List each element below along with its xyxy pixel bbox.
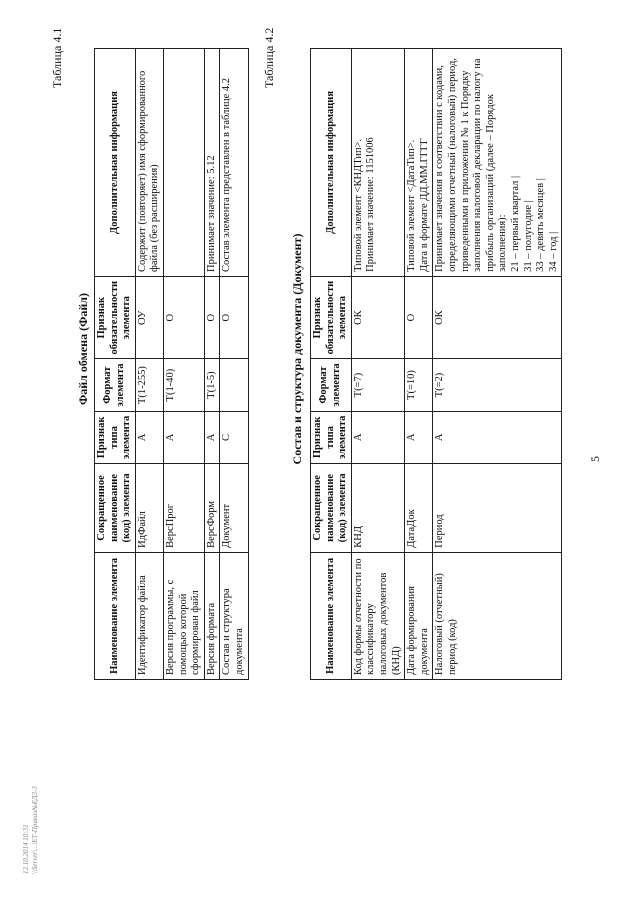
file-stamp [22, 786, 40, 874]
required-flag-cell: О [204, 276, 220, 359]
element-code-cell: КНД [351, 463, 404, 552]
required-flag-cell: О [405, 276, 433, 359]
required-flag-cell: О [220, 276, 248, 359]
element-format-cell: T(1-255) [135, 359, 163, 411]
column-header: Признак обязательности элемента [311, 276, 352, 359]
column-header: Формат элемента [311, 359, 352, 411]
element-name-cell: Код формы отчетности по классификатору налоговых документов (КНД) [351, 552, 404, 679]
element-name-cell: Состав и структура документа [220, 552, 248, 679]
column-header: Признак типа элемента [311, 411, 352, 463]
additional-info-cell: Состав элемента представлен в таблице 4.2 [220, 49, 248, 277]
required-flag-cell: О [163, 276, 204, 359]
additional-info-cell: Содержит (повторяет) имя сформированного файла (без расширения) [135, 49, 163, 277]
info-line: 34 – год | [547, 231, 559, 272]
element-type-cell: А [204, 411, 220, 463]
table-row [204, 49, 220, 680]
table-label-4-1: Таблица 4.1 [50, 27, 64, 88]
table-row [135, 49, 163, 680]
element-code-cell: Документ [220, 464, 248, 553]
element-type-cell: А [405, 411, 433, 463]
element-code-cell: ВерсФорм [204, 464, 220, 553]
element-name-cell: Дата формирования документа [405, 552, 433, 679]
element-code-cell: ВерсПрог [163, 464, 204, 553]
additional-info-cell [163, 49, 204, 277]
additional-info-cell [405, 49, 433, 277]
element-type-cell: С [220, 411, 248, 463]
additional-info-cell [351, 49, 404, 277]
info-line: Принимает значения в соответствии с кодами, определяющими отчетный (налоговый) период, приведенными в приложении № 1 к Порядку заполнения налоговой декларации по налогу на прибыль организаций (далее – Порядок заполнения): [434, 58, 509, 272]
info-line: Типовой элемент <ДатаТип>. [406, 139, 418, 272]
element-format-cell: T(1-40) [163, 359, 204, 411]
additional-info-cell: Принимает значение: 5.12 [204, 49, 220, 277]
column-header: Признак типа элемента [95, 411, 136, 463]
element-format-cell: T(=2) [433, 359, 562, 411]
column-header: Сокращенное наименование (код) элемента [311, 463, 352, 552]
column-header: Признак обязательности элемента [95, 276, 136, 359]
column-header: Дополнительная информация [95, 49, 136, 277]
element-code-cell: ИдФайл [135, 464, 163, 553]
header-row [95, 49, 136, 680]
table-4-1 [94, 48, 249, 680]
info-line: Типовой элемент <КНДТип>. [352, 138, 364, 272]
required-flag-cell: ОК [433, 276, 562, 359]
element-type-cell: А [433, 411, 562, 463]
info-line: 33 – девять месяцев | [535, 178, 547, 272]
table-row [220, 49, 248, 680]
column-header: Наименование элемента [311, 552, 352, 679]
stamp-line-2: \\Server\...\ЕТ-Приказ№ЕД3-3 [30, 786, 39, 874]
element-code-cell: Период [433, 463, 562, 552]
additional-info-cell [433, 49, 562, 277]
element-type-cell: А [163, 411, 204, 463]
table-row [433, 49, 562, 680]
table-title-4-2: Состав и структура документа (Документ) [290, 233, 304, 465]
element-format-cell: T(=10) [405, 359, 433, 411]
table-row [351, 49, 404, 680]
table-label-4-2: Таблица 4.2 [262, 27, 276, 88]
element-type-cell: А [135, 411, 163, 463]
table-4-2 [310, 48, 562, 680]
info-line: 31 – полугодие | [522, 200, 534, 272]
element-name-cell: Версия формата [204, 552, 220, 679]
element-name-cell: Идентификатор файла [135, 552, 163, 679]
element-name-cell: Налоговый (отчетный) период (код) [433, 552, 562, 679]
column-header: Формат элемента [95, 359, 136, 411]
element-format-cell [220, 359, 248, 411]
element-format-cell: T(=7) [351, 359, 404, 411]
stamp-line-1: 12.10.2014 10:31 [22, 824, 30, 874]
element-type-cell: А [351, 411, 404, 463]
info-line: 21 – первый квартал | [509, 175, 521, 272]
header-row [311, 49, 352, 680]
table-row [163, 49, 204, 680]
element-format-cell: T(1-5) [204, 359, 220, 411]
table-title-4-1: Файл обмена (Файл) [76, 292, 90, 406]
info-line: Дата в формате ДД.ММ.ГГГГ [418, 138, 430, 272]
element-code-cell: ДатаДок [405, 463, 433, 552]
required-flag-cell: ОК [351, 276, 404, 359]
column-header: Сокращенное наименование (код) элемента [95, 464, 136, 553]
page-number: 5 [588, 456, 602, 462]
required-flag-cell: ОУ [135, 276, 163, 359]
table-row [405, 49, 433, 680]
column-header: Дополнительная информация [311, 49, 352, 277]
column-header: Наименование элемента [95, 552, 136, 679]
info-line: Принимает значение: 1151006 [365, 137, 377, 272]
element-name-cell: Версия программы, с помощью которой сформирован файл [163, 552, 204, 679]
